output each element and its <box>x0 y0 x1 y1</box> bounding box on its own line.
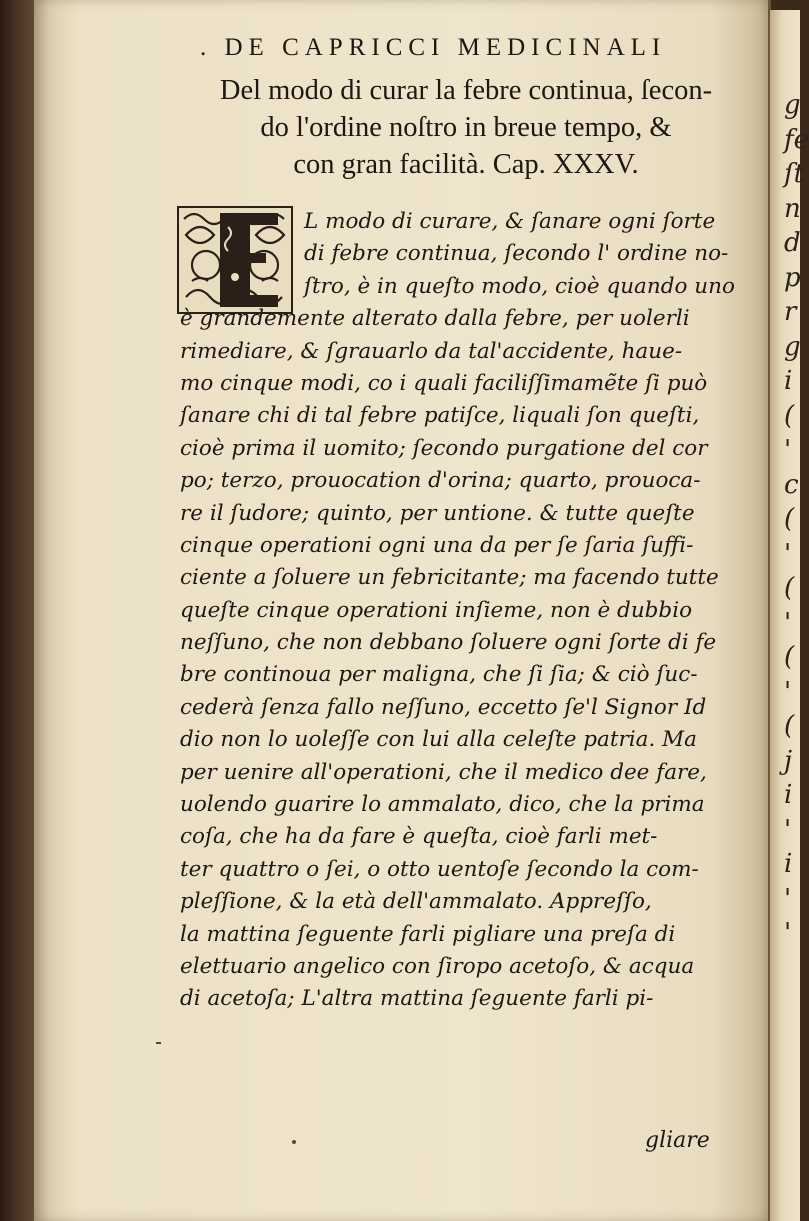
next-page-fragment: ' <box>784 883 792 914</box>
next-page-fragment: r <box>784 297 797 327</box>
body-line: pleſſione, & la età dell'ammalato. Appreſſo, <box>180 889 652 915</box>
body-line: cinque operationi ogni una da per ſe ſaria ſuffi- <box>180 532 694 558</box>
body-line: per uenire all'operationi, che il medico dee fare, <box>180 759 707 785</box>
body-line: di acetoſa; L'altra mattina ſeguente farli pi- <box>180 986 654 1012</box>
body-line: elettuario angelico con ſiropo acetoſo, & acqua <box>180 953 695 979</box>
body-line: cederà ſenza fallo neſſuno, eccetto ſe'l Signor Id <box>180 694 707 720</box>
body-line: cioè prima il uomito; ſecondo purgatione del cor <box>180 435 708 461</box>
next-page-fragment: ( <box>784 642 795 672</box>
margin-mark <box>156 1042 161 1044</box>
next-page-fragment: ' <box>784 918 792 948</box>
body-line: rimediare, & ſgrauarlo da tal'accidente, haue- <box>180 338 683 364</box>
next-page-fragment: ' <box>784 607 792 638</box>
next-page-fragment: i <box>784 366 793 396</box>
next-page-fragment: i <box>784 849 793 879</box>
chapter-title-line: con gran facilità. Cap. XXXV. <box>293 149 639 180</box>
body-line: uolendo guarire lo ammalato, dico, che la prima <box>180 792 705 818</box>
next-page-fragment: j <box>784 745 793 776</box>
next-page-fragment: c <box>784 469 799 500</box>
next-page-fragment: ' <box>784 435 792 465</box>
body-line: ciente a ſoluere un febricitante; ma facendo tutte <box>180 565 719 591</box>
next-page-fragment: ( <box>784 400 795 431</box>
body-line: dio non lo uoleſſe con lui alla celeſte patria. Ma <box>180 727 697 753</box>
body-line: neſſuno, che non debbano ſoluere ogni ſorte di fe <box>180 630 717 656</box>
body-line: queſte cinque operationi inſieme, non è dubbio <box>180 597 693 623</box>
body-line: bre continoua per maligna, che ſi ſia; & ciò ſuc- <box>180 662 698 688</box>
body-line: è grandemente alterato dalla febre, per uolerli <box>180 306 690 332</box>
body-line: ter quattro o ſei, o otto uentoſe ſecondo la com- <box>180 856 699 882</box>
next-page-fragment: ( <box>784 573 795 603</box>
next-page-fragment: i <box>784 780 793 810</box>
next-page-fragment: ' <box>784 814 792 845</box>
body-line: la mattina ſeguente farli pigliare una preſa di <box>180 921 676 947</box>
next-page-fragment: ( <box>784 504 795 534</box>
body-line: di febre continua, ſecondo l' ordine no- <box>304 241 729 267</box>
next-page-edge <box>770 10 809 1221</box>
body-line: coſa, che ha da fare è queſta, cioè farli met- <box>180 824 658 850</box>
next-page-fragment: ' <box>784 538 792 569</box>
next-page-fragment: g <box>784 90 801 120</box>
chapter-title <box>176 72 756 183</box>
page-mark <box>292 1140 296 1144</box>
next-page-fragment: p <box>784 262 801 293</box>
body-line: L modo di curare, & ſanare ogni ſorte <box>304 209 716 234</box>
chapter-title-line: do l'ordine noſtro in breue tempo, & <box>260 112 672 143</box>
next-page-fragment: ' <box>784 676 792 707</box>
next-page-fragment: n <box>784 193 801 224</box>
running-head: . DE CAPRICCI MEDICINALI <box>200 34 667 61</box>
chapter-title-line: Del modo di curar la febre continua, ſecon- <box>219 75 713 106</box>
body-line: re il ſudore; quinto, per untione. & tutte queſte <box>180 500 695 526</box>
next-page-fragment: fe <box>784 124 809 155</box>
next-page-fragment: ſt <box>784 159 805 189</box>
next-page-text-fragments <box>784 88 809 951</box>
next-page-fragment: d <box>784 228 801 258</box>
body-line: ſanare chi di tal febre patiſce, liquali ſon queſti, <box>180 403 700 429</box>
next-page-fragment: g <box>784 331 801 362</box>
body-text <box>180 206 770 1016</box>
body-line: mo cinque modi, co i quali faciliſſimamẽte ſi può <box>180 370 708 396</box>
body-line: ſtro, è in queſto modo, cioè quando uno <box>304 273 735 299</box>
body-line: po; terzo, prouocation d'orina; quarto, prouoca- <box>180 468 701 494</box>
next-page-fragment: ( <box>784 711 795 741</box>
catchword: gliare <box>645 1128 710 1153</box>
